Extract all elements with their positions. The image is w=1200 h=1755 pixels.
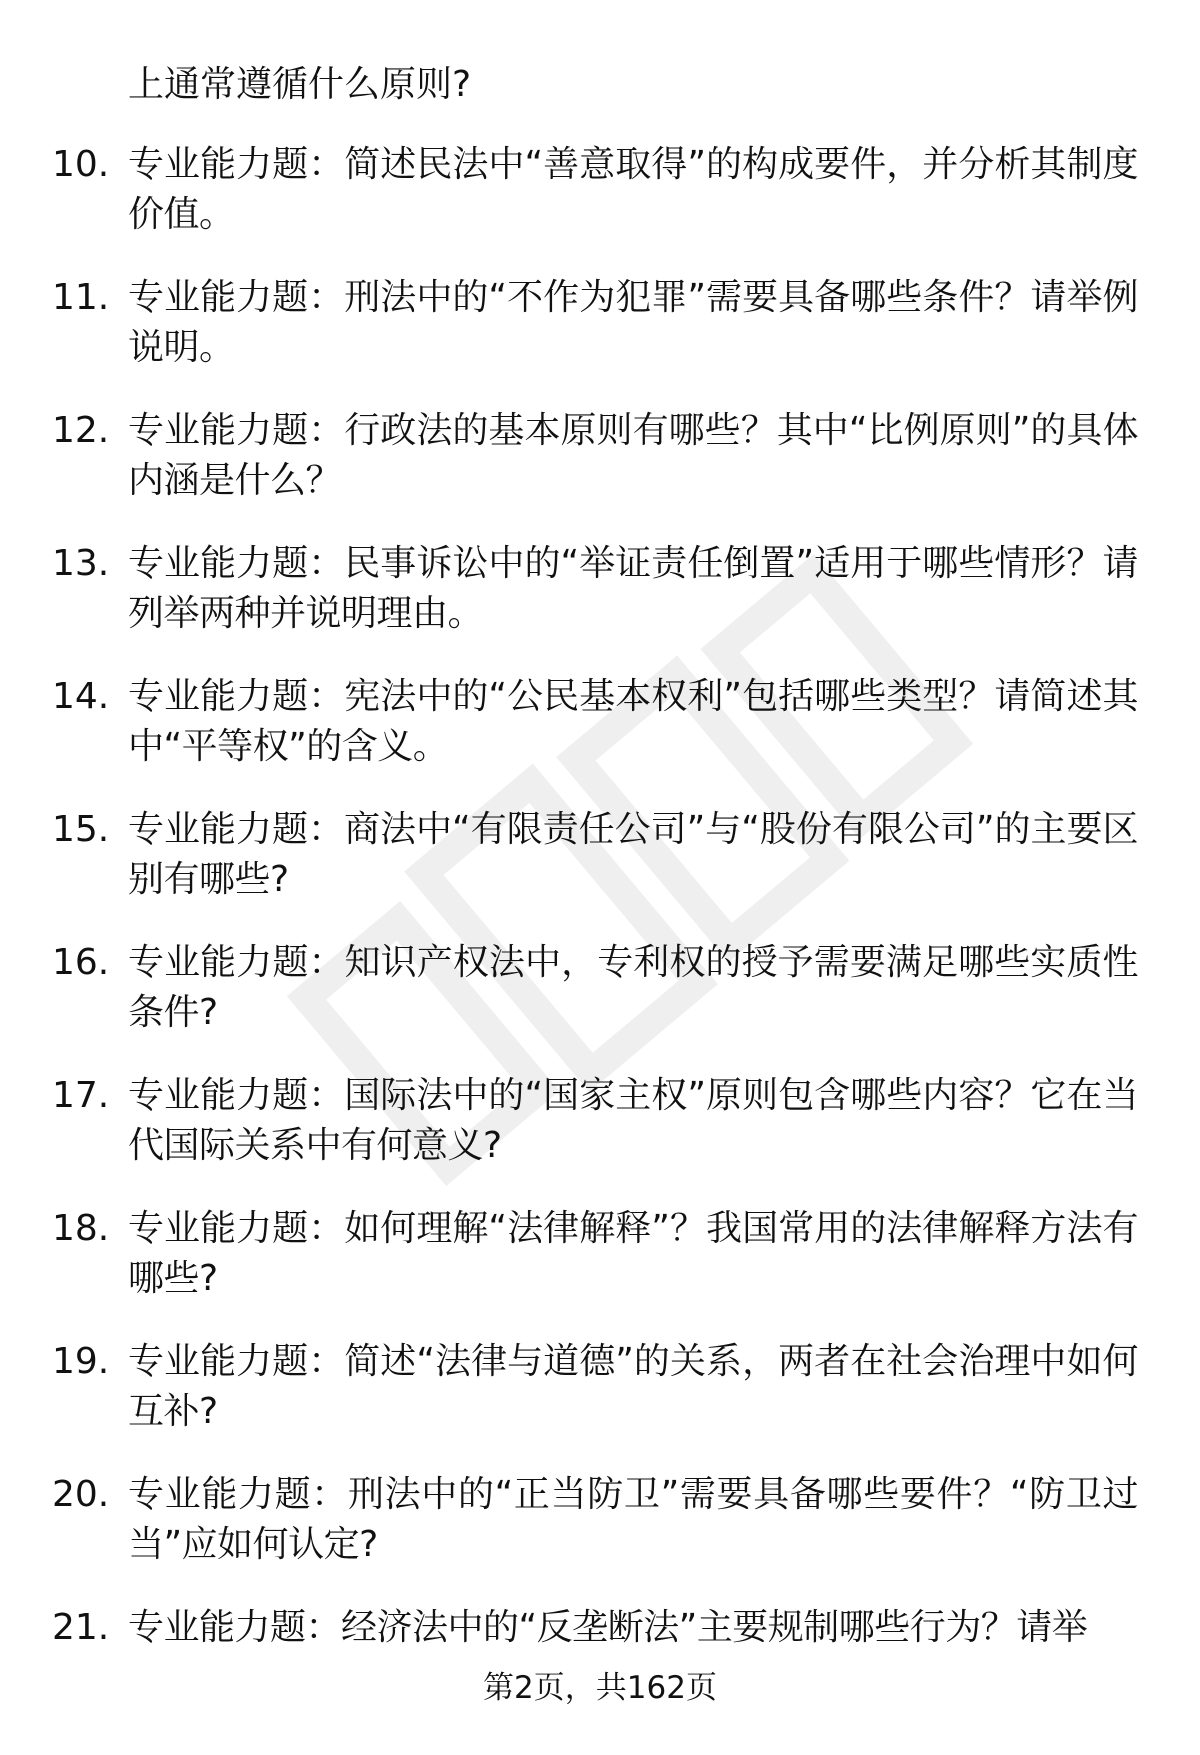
question-text: 专业能力题：行政法的基本原则有哪些？其中“比例原则”的具体内涵是什么？ — [128, 410, 1138, 501]
question-text: 专业能力题：经济法中的“反垄断法”主要规制哪些行为？请举 — [128, 1607, 1088, 1648]
question-number: 14. — [52, 676, 110, 717]
question-text: 专业能力题：如何理解“法律解释”？我国常用的法律解释方法有哪些? — [128, 1208, 1138, 1299]
question-text: 专业能力题：商法中“有限责任公司”与“股份有限公司”的主要区别有哪些? — [128, 809, 1138, 900]
question-number: 11. — [52, 277, 110, 318]
question-number: 19. — [52, 1341, 110, 1382]
question-item — [0, 1337, 1200, 1470]
question-text: 专业能力题：知识产权法中，专利权的授予需要满足哪些实质性条件? — [128, 942, 1138, 1033]
continuation-text: 上通常遵循什么原则? — [128, 64, 472, 105]
question-text: 专业能力题：宪法中的“公民基本权利”包括哪些类型？请简述其中“平等权”的含义。 — [128, 676, 1138, 767]
question-item — [0, 805, 1200, 938]
question-text: 专业能力题：简述民法中“善意取得”的构成要件，并分析其制度价值。 — [128, 144, 1138, 235]
question-item — [0, 672, 1200, 805]
question-number: 18. — [52, 1208, 110, 1249]
question-text: 专业能力题：简述“法律与道德”的关系，两者在社会治理中如何互补? — [128, 1341, 1138, 1432]
question-number: 21. — [52, 1607, 110, 1648]
question-number: 10. — [52, 144, 110, 185]
page-footer: 第2页，共162页 — [483, 1670, 717, 1706]
question-text: 专业能力题：刑法中的“不作为犯罪”需要具备哪些条件？请举例说明。 — [128, 277, 1138, 368]
question-item — [0, 140, 1200, 273]
question-text: 专业能力题：国际法中的“国家主权”原则包含哪些内容？它在当代国际关系中有何意义? — [128, 1075, 1138, 1166]
question-number: 13. — [52, 543, 110, 584]
question-item — [0, 1071, 1200, 1204]
question-item — [0, 938, 1200, 1071]
question-item — [0, 539, 1200, 672]
question-number: 15. — [52, 809, 110, 850]
question-item — [0, 406, 1200, 539]
question-number: 16. — [52, 942, 110, 983]
question-item — [0, 1204, 1200, 1337]
question-item — [0, 1470, 1200, 1603]
question-number: 12. — [52, 410, 110, 451]
question-number: 20. — [52, 1474, 110, 1515]
question-item — [0, 273, 1200, 406]
question-text: 专业能力题：民事诉讼中的“举证责任倒置”适用于哪些情形？请列举两种并说明理由。 — [128, 543, 1138, 634]
question-list — [0, 140, 1200, 1736]
question-text: 专业能力题：刑法中的“正当防卫”需要具备哪些要件？“防卫过当”应如何认定? — [128, 1474, 1138, 1565]
question-number: 17. — [52, 1075, 110, 1116]
